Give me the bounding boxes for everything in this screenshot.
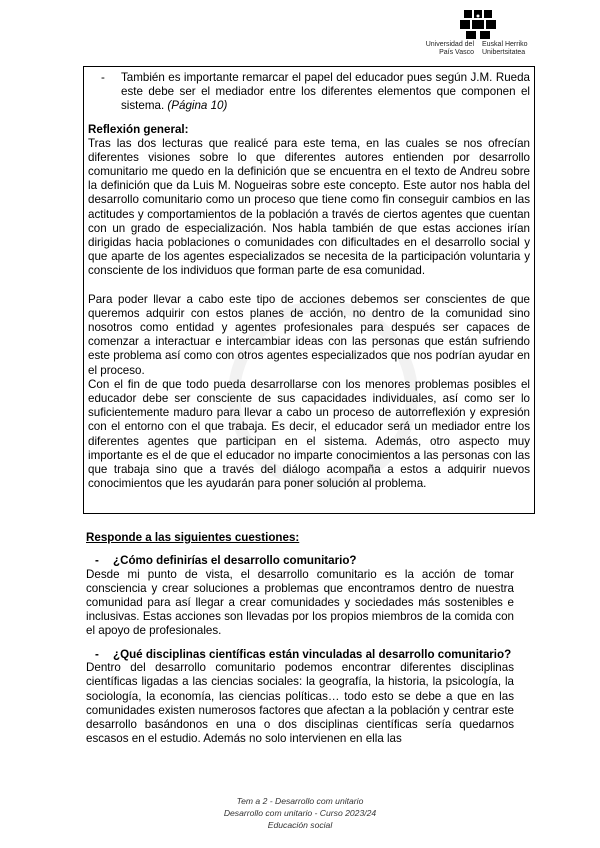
footer-topic: Tem a 2 - Desarrollo com unitario (236, 796, 364, 806)
question-dash: - (95, 647, 99, 661)
bullet-item (88, 71, 530, 114)
question-2-text: ¿Qué disciplinas científicas están vinculadas al desarrollo comunitario? (113, 647, 512, 661)
reflection-heading: Reflexión general: (88, 122, 189, 136)
logo-text-spanish: Universidad del País Vasco (425, 41, 474, 56)
bullet-page-ref: (Página 10) (167, 99, 228, 113)
questions-title: Responde a las siguientes cuestiones: (86, 531, 300, 544)
reflection-paragraph-2: Para poder llevar a cabo este tipo de acciones debemos ser conscientes de que queremos adquirir con estos planes de acción, no dentro de la comunidad sino nosotros como entidad y agentes profesionales para después ser capaces de comenzar a interactuar e intercambiar ideas con las personas que están sufriendo este problema así como con otros agentes especializados que nos podrían ayudar en el proceso. (88, 292, 530, 377)
footer-course: Desarrollo com unitario - Curso 2023/24 (223, 808, 377, 818)
question-1 (86, 555, 514, 568)
reflection-paragraph-1: Tras las dos lecturas que realicé para este tema, en las cuales se nos ofrecían diferentes visiones sobre lo que diferentes autores entienden por desarrollo comunitario me quedo en la definición que se encuentra en el texto de Andreu sobre la definición que da Luis M. Nogueiras sobre este concepto. Este autor nos habla del desarrollo comunitario como un proceso que tiene como fin conseguir cambios en las actitudes y comportamientos de la población a través de ciertos agentes que cuentan con un grado de especialización. Nos habla también de que estas acciones irían dirigidas hacia poblaciones o comunidades con dificultades en el desarrollo social y que aparte de los agentes especializados se necesita de la participación voluntaria y consciente de los individuos que forman parte de esa comunidad. (88, 136, 530, 278)
university-logo (418, 8, 538, 60)
answer-1: Desde mi punto de vista, el desarrollo comunitario es la acción de tomar consciencia y crear soluciones a problemas que encontramos dentro de nuestra comunidad para así llegar a crear comunidades y sociedades más sostenibles e inclusivas. Estas acciones son llevadas por los propios miembros de la comida con el apoyo de profesionales. (86, 567, 514, 638)
question-1-text: ¿Cómo definirías el desarrollo comunitario? (113, 554, 357, 567)
question-2 (86, 649, 514, 662)
upv-ehu-emblem-icon (458, 8, 498, 40)
logo-text-basque: Euskal Herriko Unibertsitatea (482, 41, 528, 56)
answer-2: Dentro del desarrollo comunitario podemos encontrar diferentes disciplinas científicas ligadas a las ciencias sociales: la geografía, la historia, la psicología, la sociología, la economía, las ciencias políticas… todo esto se debe a que en las comunidades existen numerosos factores que afectan a la población y centrar este desarrollo basándonos en una o dos disciplinas científicas sería quedarnos escasos en el estudio. Además no solo intervienen en ella las (86, 661, 514, 746)
footer-degree: Educación social (267, 820, 333, 830)
reflection-box (83, 66, 535, 514)
question-dash: - (95, 554, 99, 567)
bullet-text: También es importante remarcar el papel del educador pues según J.M. Rueda este debe ser el mediador entre los diferentes elementos que componen el sistema. (121, 71, 530, 113)
page-footer (0, 795, 600, 831)
bullet-dash: - (101, 71, 105, 84)
reflection-paragraph-3: Con el fin de que todo pueda desarrollarse con los menores problemas posibles el educador debe ser consciente de sus capacidades individuales, así como ser lo suficientemente maduro para llevar a cabo un proceso de autorreflexión y expresión con el entorno con el que trabaja. Es decir, el educador será un mediador entre los diferentes agentes que participan en el sistema. Además, otro aspecto muy importante es el de que el educador no imparte conocimientos a las personas con las que trabaja sino que a través del diálogo acompaña a estos a adquirir nuevos conocimientos que les ayudarán para poner solución al problema. (88, 377, 530, 491)
questions-section (86, 531, 514, 746)
